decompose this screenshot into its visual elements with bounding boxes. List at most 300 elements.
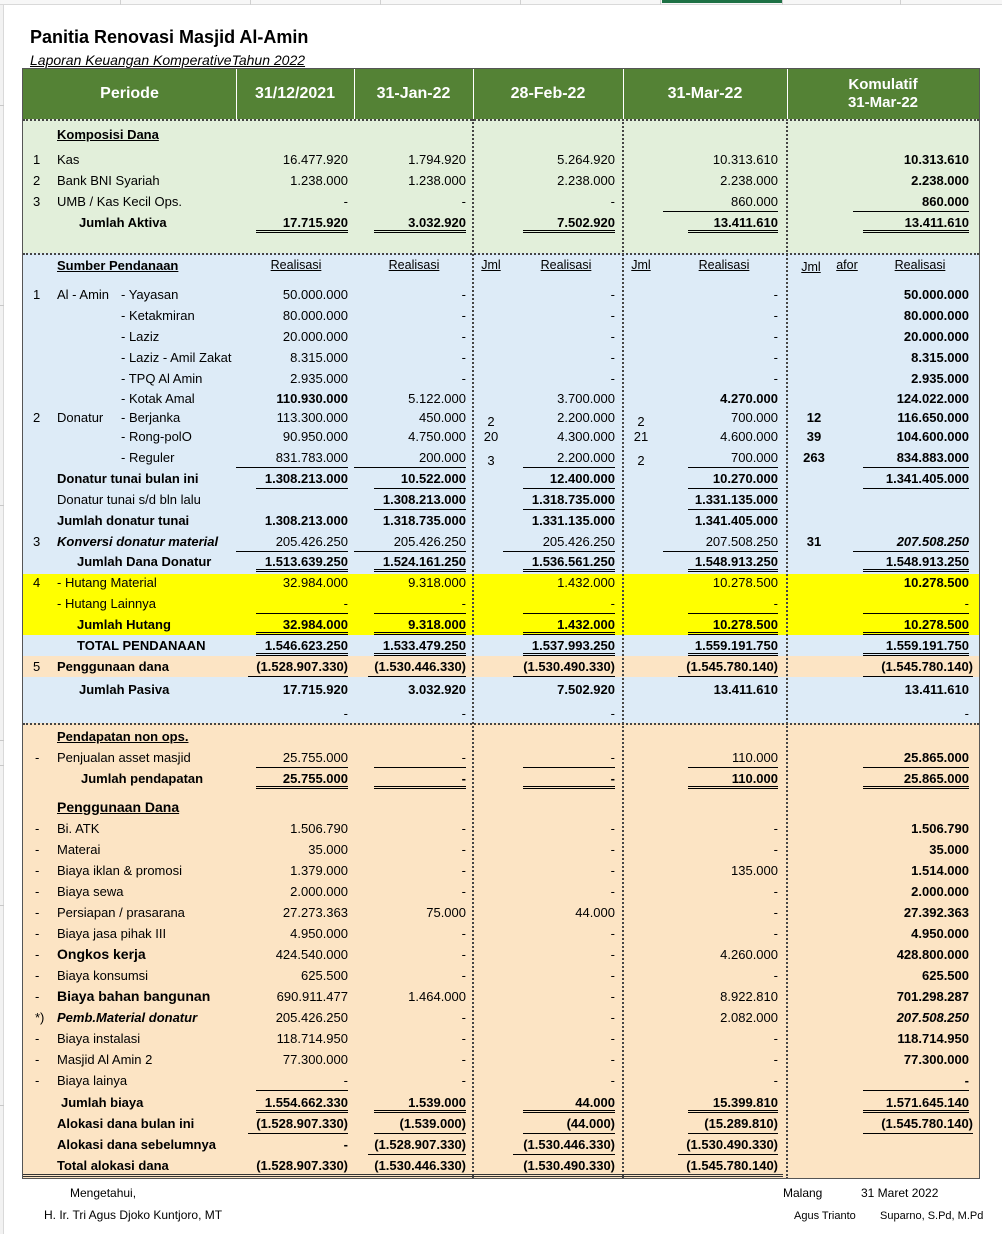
cell-jml: 39 xyxy=(806,429,822,444)
cell-kumulatif: 35.000 xyxy=(929,842,969,857)
cell-jml: 2 xyxy=(637,414,645,429)
cell-col2: 10.522.000 xyxy=(374,468,466,489)
cell-col2: 1.464.000 xyxy=(408,989,466,1004)
cell-col2: 200.000 xyxy=(354,447,466,468)
row-number: - xyxy=(35,968,40,983)
subhead-realisasi: Realisasi xyxy=(698,258,750,272)
table-row xyxy=(23,572,979,593)
cell-col4: 13.411.610 xyxy=(688,212,778,233)
cell-col2: 9.318.000 xyxy=(408,575,466,590)
row-label: Penjualan asset masjid xyxy=(57,750,191,765)
cell-col1: 1.506.790 xyxy=(290,821,348,836)
table-row xyxy=(23,944,979,965)
row-label: Biaya lainya xyxy=(57,1073,128,1088)
table-row xyxy=(23,656,979,677)
cell-kumulatif: 124.022.000 xyxy=(896,391,969,406)
row-label: Jumlah donatur tunai xyxy=(57,513,190,528)
cell-col2: - xyxy=(461,308,466,323)
cell-col2: 1.238.000 xyxy=(408,173,466,188)
cell-kumulatif: 118.714.950 xyxy=(897,1031,969,1046)
cell-col4: (1.545.780.140) xyxy=(686,1158,778,1173)
cell-col4: - xyxy=(773,842,778,857)
row-number: - xyxy=(35,884,40,899)
cell-col1: 2.000.000 xyxy=(290,884,348,899)
cell-jml: 3 xyxy=(487,453,495,468)
cell-col3: 1.432.000 xyxy=(523,614,615,635)
table-row xyxy=(23,965,979,986)
cell-col3: - xyxy=(610,371,615,386)
cell-col3: 2.200.000 xyxy=(557,410,615,425)
row-label: - Reguler xyxy=(121,450,175,465)
cell-col1: 77.300.000 xyxy=(282,1052,348,1067)
report-table xyxy=(22,68,980,1179)
cell-col2: - xyxy=(461,884,466,899)
total-row xyxy=(23,1134,979,1155)
cell-col4: 135.000 xyxy=(731,863,778,878)
cell-col3: (1.530.490.330) xyxy=(513,656,615,677)
cell-col3: 3.700.000 xyxy=(557,391,615,406)
header-col2: 31-Jan-22 xyxy=(376,85,451,102)
cell-col1: 17.715.920 xyxy=(256,212,348,233)
row-number: - xyxy=(35,842,40,857)
cell-kumulatif: 13.411.610 xyxy=(863,212,969,233)
table-row xyxy=(23,1028,979,1049)
cell-kumulatif: 10.278.500 xyxy=(863,614,969,635)
row-label: Donatur tunai s/d bln lalu xyxy=(57,492,201,507)
report-subtitle: Laporan Keuangan KomperativeTahun 2022 xyxy=(30,52,306,68)
cell-kumulatif: 625.500 xyxy=(922,968,969,983)
footer-mengetahui: Mengetahui, xyxy=(70,1186,137,1200)
header-komulatif-label: Komulatif xyxy=(848,76,918,93)
row-number: - xyxy=(35,1031,40,1046)
cell-col2: - xyxy=(461,706,466,721)
cell-col4: - xyxy=(773,926,778,941)
cell-col4: - xyxy=(773,968,778,983)
cell-col1: - xyxy=(256,593,348,614)
cell-col2: - xyxy=(461,1010,466,1025)
biaya-title-row xyxy=(23,797,979,818)
row-group: Donatur xyxy=(57,410,104,425)
header-col3: 28-Feb-22 xyxy=(510,85,586,102)
table-row xyxy=(23,1007,979,1028)
cell-col2: - xyxy=(374,593,466,614)
row-label: Masjid Al Amin 2 xyxy=(57,1052,153,1067)
cell-kumulatif: 207.508.250 xyxy=(896,1010,969,1025)
cell-kumulatif: (1.545.780.140) xyxy=(863,656,973,677)
cell-col4: 10.270.000 xyxy=(688,468,778,489)
cell-col2: - xyxy=(461,968,466,983)
row-number: 3 xyxy=(33,534,41,549)
table-row xyxy=(23,593,979,614)
cell-col1: - xyxy=(256,1070,348,1091)
cell-col4: 10.278.500 xyxy=(688,614,778,635)
row-label: - Hutang Lainnya xyxy=(57,596,157,611)
cell-jml: 31 xyxy=(806,534,822,549)
cell-col1: 1.379.000 xyxy=(290,863,348,878)
cell-col3: - xyxy=(610,821,615,836)
cell-col2: (1.530.446.330) xyxy=(374,1158,466,1173)
cell-col3: 5.264.920 xyxy=(557,152,615,167)
cell-col1: 27.273.363 xyxy=(282,905,348,920)
cell-col2: 1.533.479.250 xyxy=(374,635,466,656)
table-row xyxy=(23,1049,979,1070)
row-label: Alokasi dana sebelumnya xyxy=(57,1137,216,1152)
cell-col2: - xyxy=(461,821,466,836)
table-row xyxy=(23,902,979,923)
cell-col2: (1.530.446.330) xyxy=(368,656,466,677)
cell-kumulatif: 1.548.913.250 xyxy=(863,551,969,572)
cell-kumulatif: - xyxy=(964,706,969,721)
cell-col4: 10.278.500 xyxy=(712,575,778,590)
cell-col4: - xyxy=(773,329,778,344)
cell-col1: 4.950.000 xyxy=(290,926,348,941)
cell-kumulatif: 2.000.000 xyxy=(911,884,969,899)
cell-col4: 4.270.000 xyxy=(720,391,778,406)
row-label: Biaya jasa pihak III xyxy=(57,926,167,941)
pendapatan-title-row xyxy=(23,726,979,747)
row-label: TOTAL PENDANAAN xyxy=(77,638,206,653)
header-periode: Periode xyxy=(100,85,159,102)
cell-col4: - xyxy=(773,350,778,365)
cell-kumulatif: 428.800.000 xyxy=(896,947,969,962)
row-label: Persiapan / prasarana xyxy=(57,905,185,920)
cell-col4: 15.399.810 xyxy=(688,1092,778,1113)
total-row xyxy=(23,551,979,572)
cell-col2: 450.000 xyxy=(419,410,466,425)
cell-jml: 12 xyxy=(806,410,822,425)
cell-jml: 21 xyxy=(633,429,649,444)
cell-col3: - xyxy=(610,884,615,899)
row-label: Jumlah pendapatan xyxy=(81,771,204,786)
subtotal-row xyxy=(23,468,979,489)
komposisi-title: Komposisi Dana xyxy=(57,127,159,142)
cell-kumulatif: 1.341.405.000 xyxy=(863,468,969,489)
cell-col4: - xyxy=(773,308,778,323)
pendapatan-title: Pendapatan non ops. xyxy=(57,729,189,744)
cell-col3: 44.000 xyxy=(575,905,615,920)
row-number: - xyxy=(35,863,40,878)
cell-col3: - xyxy=(610,968,615,983)
row-number: - xyxy=(35,947,40,962)
row-label: Biaya bahan bangunan xyxy=(57,988,211,1004)
cell-col1: 1.238.000 xyxy=(290,173,348,188)
cell-col4: - xyxy=(688,593,778,614)
cell-col1: 25.755.000 xyxy=(256,747,348,768)
selected-column-indicator xyxy=(662,0,782,3)
cell-col4: - xyxy=(773,371,778,386)
cell-kumulatif: 834.883.000 xyxy=(863,447,969,468)
total-row xyxy=(23,1092,979,1113)
bottom-rule xyxy=(23,1174,783,1177)
subhead-jml: Jml xyxy=(631,258,651,272)
cell-col3: - xyxy=(610,1031,615,1046)
cell-jml: 2 xyxy=(487,414,495,429)
table-row xyxy=(23,305,979,326)
row-number: - xyxy=(35,1073,40,1088)
subhead-realisasi: Realisasi xyxy=(540,258,592,272)
row-label: Jumlah Hutang xyxy=(77,617,171,632)
cell-col1: 1.308.213.000 xyxy=(256,468,348,489)
cell-col2: 1.318.735.000 xyxy=(382,513,466,528)
cell-col2: 5.122.000 xyxy=(408,391,466,406)
cell-col2: - xyxy=(461,371,466,386)
footer-signatory-1: H. Ir. Tri Agus Djoko Kuntjoro, MT xyxy=(44,1208,223,1222)
cell-col2: - xyxy=(461,863,466,878)
cell-col3: 12.400.000 xyxy=(523,468,615,489)
row-label: Biaya konsumsi xyxy=(57,968,149,983)
footer-city: Malang xyxy=(783,1186,823,1200)
cell-col1: 113.300.000 xyxy=(276,410,348,425)
row-label: - Yayasan xyxy=(121,287,179,302)
cell-col1: 25.755.000 xyxy=(256,768,348,789)
cell-kumulatif: 77.300.000 xyxy=(903,1052,969,1067)
row-label: Jumlah Dana Donatur xyxy=(77,554,212,569)
cell-col4: 700.000 xyxy=(731,410,778,425)
cell-col3: 205.426.250 xyxy=(503,531,615,552)
subhead-jml: Jml xyxy=(481,258,501,272)
cell-jml: 2 xyxy=(637,453,645,468)
sheet-row-strip xyxy=(0,5,4,1234)
row-number: *) xyxy=(35,1010,45,1025)
cell-kumulatif: 25.865.000 xyxy=(863,747,969,768)
cell-col4: 4.260.000 xyxy=(720,947,778,962)
row-label: Bank BNI Syariah xyxy=(57,173,160,188)
cell-col2: - xyxy=(461,194,466,209)
cell-col1: 35.000 xyxy=(308,842,348,857)
table-row xyxy=(23,860,979,881)
cell-col1: 1.513.639.250 xyxy=(256,551,348,572)
cell-kumulatif: 104.600.000 xyxy=(896,429,969,444)
cell-kumulatif: - xyxy=(863,1070,969,1091)
row-label: - Berjanka xyxy=(121,410,181,425)
cell-jml: 263 xyxy=(803,450,825,465)
cell-col1: (1.528.907.330) xyxy=(256,1158,348,1173)
row-label: Jumlah Aktiva xyxy=(79,215,167,230)
row-number: 4 xyxy=(33,575,41,590)
cell-kumulatif: 27.392.363 xyxy=(903,905,969,920)
cell-kumulatif: 20.000.000 xyxy=(903,329,969,344)
cell-col2: (1.528.907.330) xyxy=(368,1134,466,1155)
cell-col4: - xyxy=(773,821,778,836)
table-row xyxy=(23,818,979,839)
table-row xyxy=(23,347,979,368)
cell-kumulatif: 4.950.000 xyxy=(911,926,969,941)
row-group: Al - Amin xyxy=(57,287,110,302)
cell-col4: 8.922.810 xyxy=(720,989,778,1004)
total-row xyxy=(23,768,979,789)
cell-col1: 1.308.213.000 xyxy=(264,513,348,528)
cell-col3: (1.530.446.330) xyxy=(513,1134,615,1155)
subtotal-row xyxy=(23,510,979,531)
cell-col3: - xyxy=(523,768,615,789)
cell-col1: 1.554.662.330 xyxy=(256,1092,348,1113)
row-label: Konversi donatur material xyxy=(57,534,219,549)
row-number: - xyxy=(35,1052,40,1067)
row-number: 1 xyxy=(33,152,41,167)
row-label: - Rong-polO xyxy=(121,429,192,444)
total-row xyxy=(23,614,979,635)
cell-col4: 1.559.191.750 xyxy=(688,635,778,656)
cell-col1: 205.426.250 xyxy=(275,1010,348,1025)
cell-col4: 1.341.405.000 xyxy=(694,513,778,528)
cell-kumulatif: 1.571.645.140 xyxy=(863,1092,969,1113)
subhead-jml: Jml xyxy=(801,260,821,274)
cell-col1: - xyxy=(343,706,348,721)
row-label: Ongkos kerja xyxy=(57,946,146,962)
subtotal-row xyxy=(23,489,979,510)
cell-col1: 110.930.000 xyxy=(276,391,348,406)
row-number: - xyxy=(35,905,40,920)
cell-kumulatif: 80.000.000 xyxy=(903,308,969,323)
cell-col1: - xyxy=(343,194,348,209)
cell-kumulatif: 701.298.287 xyxy=(896,989,969,1004)
cell-col3: - xyxy=(610,287,615,302)
cell-kumulatif: 1.559.191.750 xyxy=(863,635,969,656)
cell-col2: - xyxy=(461,926,466,941)
row-number: - xyxy=(35,821,40,836)
cell-col1: 8.315.000 xyxy=(290,350,348,365)
total-row xyxy=(23,635,979,656)
cell-col1: 80.000.000 xyxy=(282,308,348,323)
cell-col2: - xyxy=(374,747,466,768)
row-label: - Laziz xyxy=(121,329,160,344)
cell-col3: (1.530.490.330) xyxy=(523,1158,615,1173)
cell-kumulatif: 10.313.610 xyxy=(903,152,969,167)
cell-col3: 1.318.735.000 xyxy=(523,489,615,510)
cell-col1: 16.477.920 xyxy=(282,152,348,167)
cell-col2: - xyxy=(374,768,466,789)
cell-col3: 7.502.920 xyxy=(523,212,615,233)
report-title: Panitia Renovasi Masjid Al-Amin xyxy=(30,27,309,47)
cell-jml: 20 xyxy=(483,429,499,444)
header-komulatif-date: 31-Mar-22 xyxy=(847,94,919,111)
table-row xyxy=(23,531,979,552)
row-number: 1 xyxy=(33,287,41,302)
cell-kumulatif: 50.000.000 xyxy=(903,287,969,302)
row-label: Donatur tunai bulan ini xyxy=(57,471,199,486)
cell-col2: - xyxy=(461,1031,466,1046)
cell-col4: 2.238.000 xyxy=(720,173,778,188)
cell-col1: (1.528.907.330) xyxy=(248,1113,348,1134)
table-row xyxy=(23,881,979,902)
subhead-realisasi: Realisasi xyxy=(270,258,322,272)
subhead-realisasi: Realisasi xyxy=(894,258,946,272)
cell-col2: (1.539.000) xyxy=(374,1113,466,1134)
cell-col4: 2.082.000 xyxy=(720,1010,778,1025)
cell-col3: 44.000 xyxy=(523,1092,615,1113)
cell-col3: - xyxy=(610,926,615,941)
cell-col1: 17.715.920 xyxy=(282,682,348,697)
cell-col3: 2.238.000 xyxy=(557,173,615,188)
cell-kumulatif: - xyxy=(863,593,969,614)
subhead-afor: afor xyxy=(836,258,858,272)
cell-col3: 2.200.000 xyxy=(523,447,615,468)
total-row xyxy=(23,1155,979,1176)
cell-col1: 118.714.950 xyxy=(276,1031,348,1046)
biaya-title: Penggunaan Dana xyxy=(57,799,180,815)
sheet-column-strip xyxy=(0,0,1002,5)
cell-col2: 1.308.213.000 xyxy=(374,489,466,510)
table-row xyxy=(23,747,979,768)
row-label: Bi. ATK xyxy=(57,821,100,836)
header-row xyxy=(23,69,979,119)
cell-col3: 4.300.000 xyxy=(557,429,615,444)
cell-col1: 90.950.000 xyxy=(282,429,348,444)
cell-col3: (44.000) xyxy=(523,1113,615,1134)
cell-col2: 3.032.920 xyxy=(374,212,466,233)
cell-kumulatif: 116.650.000 xyxy=(897,410,969,425)
cell-col3: - xyxy=(610,706,615,721)
row-number: - xyxy=(35,750,40,765)
row-label: - Ketakmiran xyxy=(121,308,195,323)
cell-col4: - xyxy=(773,287,778,302)
row-number: - xyxy=(35,989,40,1004)
sumber-header-row xyxy=(23,255,979,276)
row-label: Biaya iklan & promosi xyxy=(57,863,182,878)
cell-col2: - xyxy=(461,350,466,365)
cell-kumulatif: 1.506.790 xyxy=(911,821,969,836)
table-row xyxy=(23,170,979,191)
cell-col2: - xyxy=(461,287,466,302)
cell-col2: - xyxy=(461,329,466,344)
cell-col4: 10.313.610 xyxy=(712,152,778,167)
row-number: 5 xyxy=(33,659,41,674)
cell-kumulatif: 2.935.000 xyxy=(911,371,969,386)
cell-col3: - xyxy=(523,747,615,768)
row-label: - TPQ Al Amin xyxy=(121,371,203,386)
cell-kumulatif: (1.545.780.140) xyxy=(863,1113,973,1134)
footer-signatory-3: Suparno, S.Pd, M.Pd xyxy=(880,1210,984,1222)
cell-col4: 13.411.610 xyxy=(713,682,778,697)
cell-col4: 1.548.913.250 xyxy=(688,551,778,572)
row-label: - Hutang Material xyxy=(57,575,157,590)
row-label: Biaya instalasi xyxy=(57,1031,141,1046)
cell-col2: 1.539.000 xyxy=(374,1092,466,1113)
cell-col2: 1.794.920 xyxy=(408,152,466,167)
cell-col3: - xyxy=(610,1052,615,1067)
header-col1: 31/12/2021 xyxy=(254,85,336,102)
total-row xyxy=(23,679,979,700)
row-number: 3 xyxy=(33,194,41,209)
total-row xyxy=(23,212,979,233)
cell-col3: - xyxy=(610,989,615,1004)
row-label: UMB / Kas Kecil Ops. xyxy=(57,194,182,209)
footer-signatory-2: Agus Trianto xyxy=(794,1210,856,1222)
cell-kumulatif: 8.315.000 xyxy=(911,350,969,365)
cell-col4: 207.508.250 xyxy=(663,531,778,552)
komposisi-title-row xyxy=(23,124,979,145)
row-label: Penggunaan dana xyxy=(57,659,169,674)
total-row xyxy=(23,1113,979,1134)
table-row xyxy=(23,284,979,305)
table-row xyxy=(23,191,979,212)
cell-col1: 32.984.000 xyxy=(282,575,348,590)
table-row xyxy=(23,447,979,468)
cell-col3: - xyxy=(610,350,615,365)
cell-col2: - xyxy=(461,842,466,857)
cell-col4: - xyxy=(773,905,778,920)
header-komulatif xyxy=(787,69,979,119)
table-row xyxy=(23,368,979,389)
cell-col2: 9.318.000 xyxy=(374,614,466,635)
cell-col4: - xyxy=(773,884,778,899)
table-row xyxy=(23,426,979,447)
cell-col1: 20.000.000 xyxy=(282,329,348,344)
cell-col3: - xyxy=(610,329,615,344)
cell-col2: - xyxy=(461,1073,466,1088)
row-label: - Kotak Amal xyxy=(121,391,195,406)
cell-col2: 3.032.920 xyxy=(408,682,466,697)
